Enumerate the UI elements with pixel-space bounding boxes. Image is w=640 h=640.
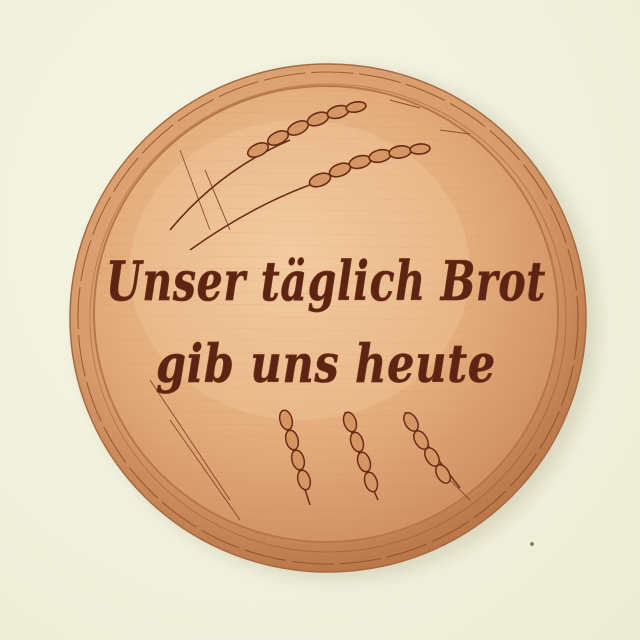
inscription-line-1: Unser täglich Brot — [106, 249, 546, 313]
inscription-line-2: gib uns heute — [156, 334, 496, 395]
wall-nail — [530, 542, 534, 546]
